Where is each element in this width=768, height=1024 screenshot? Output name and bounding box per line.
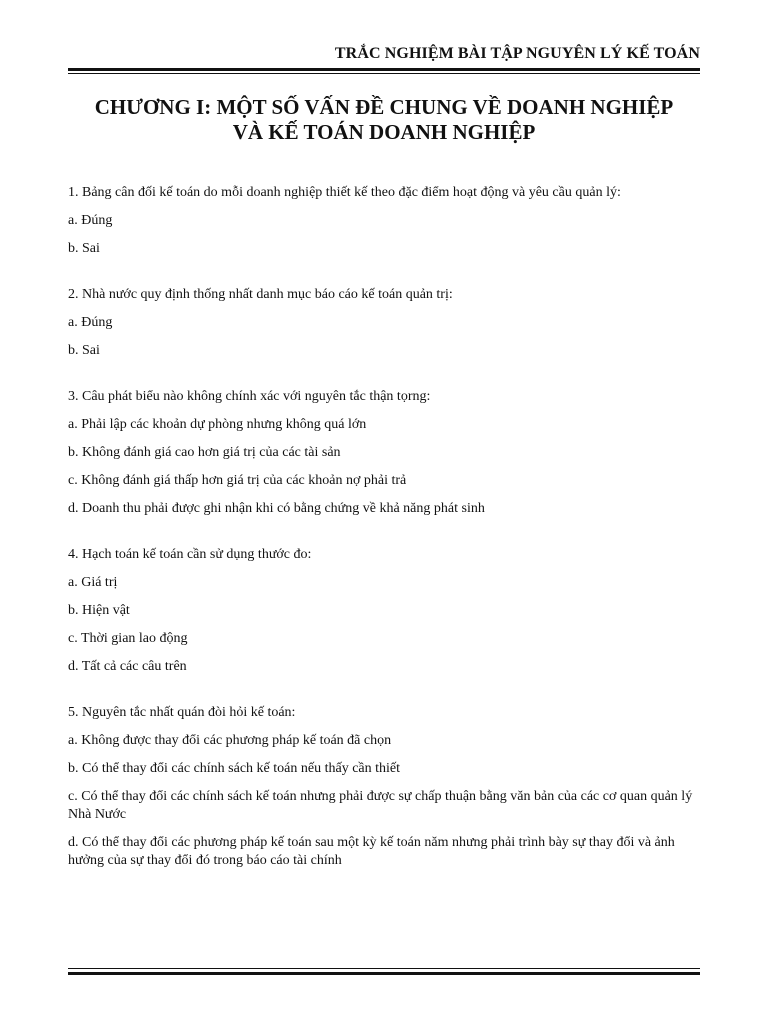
chapter-title [58, 95, 710, 145]
question-5-option-a: a. Không được thay đổi các phương pháp kế toán đã chọn [68, 733, 392, 748]
question-2-text: 2. Nhà nước quy định thống nhất danh mục báo cáo kế toán quản trị: [68, 287, 453, 302]
question-4-option-c: c. Thời gian lao động [68, 631, 188, 646]
question-1-option-a: a. Đúng [68, 213, 113, 228]
question-5-option-b: b. Có thể thay đổi các chính sách kế toán nếu thấy cần thiết [68, 761, 401, 776]
question-3-option-a: a. Phải lập các khoản dự phòng nhưng không quá lớn [68, 417, 367, 432]
question-4-text: 4. Hạch toán kế toán cần sử dụng thước đo: [68, 547, 312, 562]
question-5-option-d: d. Có thể thay đổi các phương pháp kế toán sau một kỳ kế toán năm nhưng phải trình bày sự thay đổi và ảnh hưởng của sự thay đổi đó trong báo cáo tài chính [68, 835, 675, 868]
question-2 [68, 286, 700, 360]
question-3 [68, 388, 700, 518]
running-header: TRẮC NGHIỆM BÀI TẬP NGUYÊN LÝ KẾ TOÁN [334, 45, 700, 62]
question-2-option-a: a. Đúng [68, 315, 113, 330]
question-3-option-c: c. Không đánh giá thấp hơn giá trị của các khoản nợ phải trả [68, 473, 407, 488]
question-4 [68, 546, 700, 676]
question-2-option-b: b. Sai [68, 343, 100, 358]
footer-rule-thick [68, 972, 700, 975]
question-3-option-b: b. Không đánh giá cao hơn giá trị của các tài sản [68, 445, 341, 460]
question-5-option-c: c. Có thể thay đổi các chính sách kế toán nhưng phải được sự chấp thuận bằng văn bản của các cơ quan quản lý Nhà Nước [68, 789, 693, 822]
question-1-option-b: b. Sai [68, 241, 100, 256]
question-5-text: 5. Nguyên tắc nhất quán đòi hỏi kế toán: [68, 705, 296, 720]
document-page [68, 0, 700, 1024]
question-1 [68, 184, 700, 258]
question-1-text: 1. Bảng cân đối kế toán do mỗi doanh nghiệp thiết kế theo đặc điểm hoạt động và yêu cầu quản lý: [68, 185, 621, 200]
header-rule-thin [68, 73, 700, 74]
header-rule-thick [68, 68, 700, 71]
question-4-option-d: d. Tất cả các câu trên [68, 659, 187, 674]
question-3-text: 3. Câu phát biểu nào không chính xác với nguyên tắc thận tọrng: [68, 389, 431, 404]
footer-rule-thin [68, 968, 700, 969]
question-4-option-a: a. Giá trị [68, 575, 118, 590]
chapter-title-line-2: VÀ KẾ TOÁN DOANH NGHIỆP [232, 120, 536, 144]
question-5 [68, 704, 700, 870]
chapter-title-line-1: CHƯƠNG I: MỘT SỐ VẤN ĐỀ CHUNG VỀ DOANH NGHIỆP [94, 95, 674, 119]
question-4-option-b: b. Hiện vật [68, 603, 130, 618]
question-3-option-d: d. Doanh thu phải được ghi nhận khi có bằng chứng về khả năng phát sinh [68, 501, 485, 516]
question-list [68, 184, 700, 898]
